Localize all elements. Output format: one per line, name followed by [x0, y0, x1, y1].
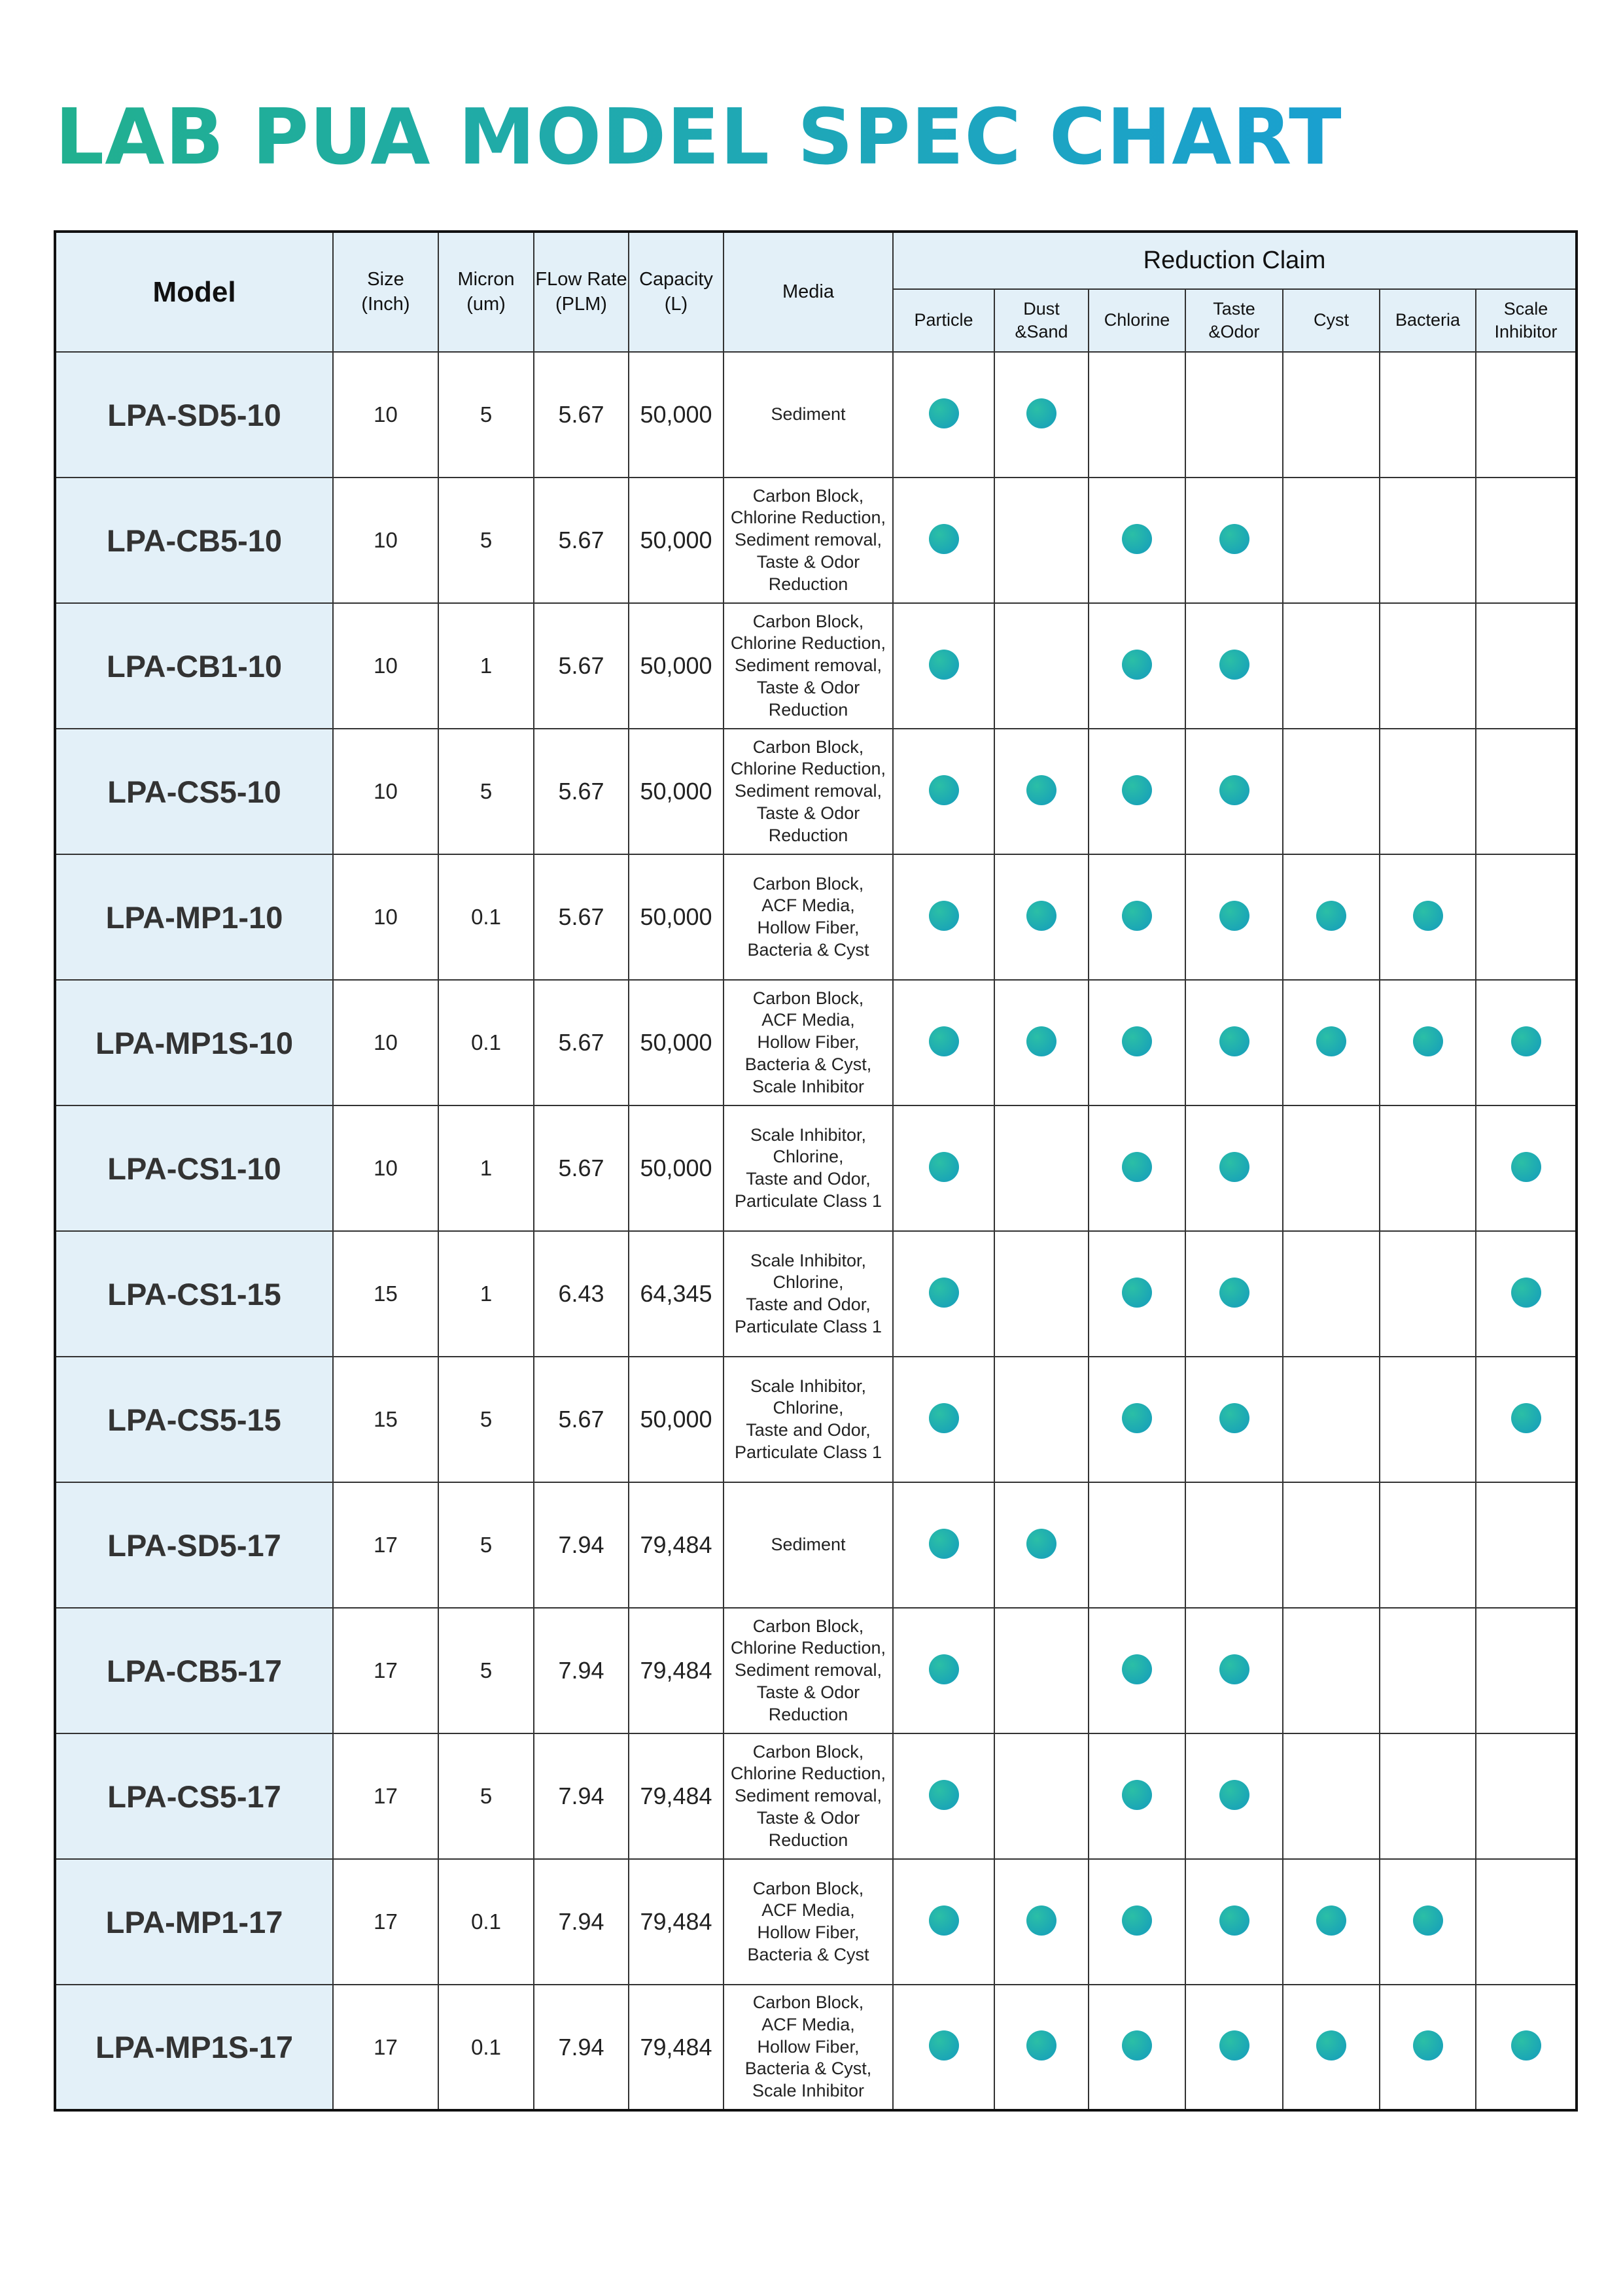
claim-cell — [1185, 980, 1283, 1105]
table-row — [55, 729, 1577, 854]
size-cell: 17 — [333, 1733, 438, 1859]
media-cell: Sediment — [724, 352, 893, 478]
table-row — [55, 1859, 1577, 1985]
media-cell: Carbon Block, Chlorine Reduction, Sediment removal, Taste & Odor Reduction — [724, 603, 893, 729]
table-row — [55, 603, 1577, 729]
claim-cell — [1380, 478, 1476, 603]
media-cell: Carbon Block, Chlorine Reduction, Sediment removal, Taste & Odor Reduction — [724, 729, 893, 854]
claim-dot-icon — [1219, 1654, 1249, 1684]
model-cell: LPA-CB1-10 — [55, 603, 333, 729]
claim-dot-icon — [1026, 901, 1056, 931]
claim-dot-icon — [929, 1905, 959, 1936]
claim-cell — [893, 1231, 994, 1357]
header-claim: Scale Inhibitor — [1476, 289, 1577, 352]
claim-cell — [1476, 1859, 1577, 1985]
flow-rate-cell: 7.94 — [534, 1482, 629, 1608]
claim-cell — [893, 980, 994, 1105]
claim-cell — [1283, 352, 1380, 478]
page-title: LAB PUA MODEL SPEC CHART — [55, 92, 1342, 182]
claim-cell — [1283, 1985, 1380, 2110]
claim-cell — [1380, 1482, 1476, 1608]
header-reduction-claim: Reduction Claim — [893, 232, 1577, 289]
model-cell: LPA-MP1-10 — [55, 854, 333, 980]
capacity-cell: 50,000 — [629, 729, 724, 854]
claim-cell — [1185, 729, 1283, 854]
claim-dot-icon — [929, 1403, 959, 1433]
claim-cell — [893, 1733, 994, 1859]
header-claim: Chlorine — [1089, 289, 1185, 352]
claim-dot-icon — [1122, 650, 1152, 680]
claim-dot-icon — [1316, 901, 1346, 931]
claim-cell — [994, 1859, 1089, 1985]
claim-dot-icon — [1122, 1403, 1152, 1433]
capacity-cell: 79,484 — [629, 1482, 724, 1608]
claim-dot-icon — [1413, 1026, 1443, 1056]
media-cell: Carbon Block, ACF Media, Hollow Fiber, Bacteria & Cyst — [724, 854, 893, 980]
capacity-cell: 50,000 — [629, 1357, 724, 1482]
claim-cell — [1476, 1733, 1577, 1859]
media-cell: Scale Inhibitor, Chlorine, Taste and Odor, Particulate Class 1 — [724, 1105, 893, 1231]
claim-cell — [893, 352, 994, 478]
claim-cell — [1476, 1608, 1577, 1733]
claim-dot-icon — [1413, 2030, 1443, 2061]
capacity-cell: 50,000 — [629, 603, 724, 729]
model-cell: LPA-CB5-17 — [55, 1608, 333, 1733]
claim-cell — [1089, 1608, 1185, 1733]
claim-cell — [1380, 1105, 1476, 1231]
claim-cell — [1283, 729, 1380, 854]
claim-dot-icon — [1316, 1905, 1346, 1936]
header-size: Size (Inch) — [333, 232, 438, 352]
claim-cell — [1380, 854, 1476, 980]
claim-dot-icon — [1219, 901, 1249, 931]
claim-cell — [1380, 1608, 1476, 1733]
capacity-cell: 50,000 — [629, 352, 724, 478]
header-flow-rate: FLow Rate (PLM) — [534, 232, 629, 352]
claim-cell — [1476, 854, 1577, 980]
table-header — [55, 232, 1577, 352]
claim-cell — [1283, 1859, 1380, 1985]
claim-cell — [1185, 1482, 1283, 1608]
table-row — [55, 1357, 1577, 1482]
claim-dot-icon — [1413, 1905, 1443, 1936]
claim-cell — [1089, 352, 1185, 478]
media-cell: Carbon Block, Chlorine Reduction, Sediment removal, Taste & Odor Reduction — [724, 1608, 893, 1733]
claim-dot-icon — [1122, 1780, 1152, 1810]
capacity-cell: 50,000 — [629, 1105, 724, 1231]
flow-rate-cell: 5.67 — [534, 1357, 629, 1482]
header-capacity: Capacity (L) — [629, 232, 724, 352]
claim-cell — [1476, 352, 1577, 478]
claim-dot-icon — [1219, 775, 1249, 805]
size-cell: 10 — [333, 478, 438, 603]
claim-dot-icon — [1413, 901, 1443, 931]
claim-dot-icon — [1026, 775, 1056, 805]
claim-dot-icon — [929, 2030, 959, 2061]
spec-table — [54, 230, 1578, 2112]
micron-cell: 5 — [438, 1608, 534, 1733]
claim-cell — [1089, 1482, 1185, 1608]
claim-cell — [1380, 980, 1476, 1105]
micron-cell: 5 — [438, 1357, 534, 1482]
capacity-cell: 79,484 — [629, 1859, 724, 1985]
table-row — [55, 478, 1577, 603]
media-cell: Carbon Block, ACF Media, Hollow Fiber, Bacteria & Cyst, Scale Inhibitor — [724, 1985, 893, 2110]
size-cell: 17 — [333, 1859, 438, 1985]
claim-cell — [893, 603, 994, 729]
claim-cell — [1476, 1105, 1577, 1231]
claim-dot-icon — [929, 398, 959, 428]
claim-dot-icon — [1026, 1529, 1056, 1559]
claim-dot-icon — [1511, 1278, 1541, 1308]
header-model: Model — [55, 232, 333, 352]
claim-cell — [1185, 1231, 1283, 1357]
claim-cell — [1089, 1985, 1185, 2110]
claim-dot-icon — [929, 1780, 959, 1810]
micron-cell: 0.1 — [438, 980, 534, 1105]
claim-cell — [1283, 1357, 1380, 1482]
claim-cell — [994, 729, 1089, 854]
claim-dot-icon — [1511, 1403, 1541, 1433]
capacity-cell: 79,484 — [629, 1985, 724, 2110]
claim-cell — [1283, 478, 1380, 603]
media-cell: Carbon Block, Chlorine Reduction, Sediment removal, Taste & Odor Reduction — [724, 1733, 893, 1859]
claim-cell — [994, 1105, 1089, 1231]
claim-cell — [893, 1482, 994, 1608]
claim-cell — [994, 980, 1089, 1105]
claim-dot-icon — [1219, 650, 1249, 680]
claim-cell — [994, 1231, 1089, 1357]
size-cell: 10 — [333, 352, 438, 478]
claim-cell — [1283, 603, 1380, 729]
claim-cell — [893, 1859, 994, 1985]
claim-dot-icon — [1219, 524, 1249, 554]
table-row — [55, 1482, 1577, 1608]
table-row — [55, 1733, 1577, 1859]
capacity-cell: 79,484 — [629, 1608, 724, 1733]
claim-dot-icon — [1026, 398, 1056, 428]
claim-dot-icon — [1122, 2030, 1152, 2061]
claim-dot-icon — [1122, 1654, 1152, 1684]
claim-dot-icon — [1219, 1152, 1249, 1182]
micron-cell: 5 — [438, 1733, 534, 1859]
flow-rate-cell: 5.67 — [534, 478, 629, 603]
claim-dot-icon — [1219, 1026, 1249, 1056]
size-cell: 15 — [333, 1357, 438, 1482]
table-row — [55, 1985, 1577, 2110]
claim-cell — [994, 1357, 1089, 1482]
claim-cell — [1185, 603, 1283, 729]
claim-cell — [1185, 1859, 1283, 1985]
claim-cell — [893, 1608, 994, 1733]
claim-cell — [1089, 603, 1185, 729]
claim-cell — [1283, 1231, 1380, 1357]
claim-cell — [994, 603, 1089, 729]
header-claim: Dust &Sand — [994, 289, 1089, 352]
model-cell: LPA-CS5-10 — [55, 729, 333, 854]
size-cell: 10 — [333, 1105, 438, 1231]
claim-dot-icon — [1026, 1905, 1056, 1936]
header-claim: Particle — [893, 289, 994, 352]
micron-cell: 5 — [438, 729, 534, 854]
micron-cell: 1 — [438, 603, 534, 729]
size-cell: 10 — [333, 980, 438, 1105]
claim-dot-icon — [1122, 1152, 1152, 1182]
flow-rate-cell: 5.67 — [534, 729, 629, 854]
claim-cell — [1476, 1482, 1577, 1608]
model-cell: LPA-CS5-17 — [55, 1733, 333, 1859]
claim-dot-icon — [1219, 1403, 1249, 1433]
flow-rate-cell: 6.43 — [534, 1231, 629, 1357]
size-cell: 15 — [333, 1231, 438, 1357]
claim-dot-icon — [929, 1529, 959, 1559]
claim-cell — [1185, 1985, 1283, 2110]
model-cell: LPA-SD5-10 — [55, 352, 333, 478]
claim-dot-icon — [1122, 1026, 1152, 1056]
micron-cell: 0.1 — [438, 1859, 534, 1985]
table-row — [55, 1231, 1577, 1357]
micron-cell: 1 — [438, 1105, 534, 1231]
capacity-cell: 50,000 — [629, 478, 724, 603]
claim-cell — [1089, 1357, 1185, 1482]
media-cell: Carbon Block, ACF Media, Hollow Fiber, Bacteria & Cyst, Scale Inhibitor — [724, 980, 893, 1105]
flow-rate-cell: 5.67 — [534, 352, 629, 478]
claim-cell — [893, 854, 994, 980]
claim-cell — [1283, 1608, 1380, 1733]
micron-cell: 5 — [438, 478, 534, 603]
table-row — [55, 1608, 1577, 1733]
claim-cell — [1185, 478, 1283, 603]
header-micron: Micron (um) — [438, 232, 534, 352]
claim-dot-icon — [1122, 524, 1152, 554]
flow-rate-cell: 7.94 — [534, 1608, 629, 1733]
claim-dot-icon — [1219, 2030, 1249, 2061]
model-cell: LPA-CS1-15 — [55, 1231, 333, 1357]
table-row — [55, 854, 1577, 980]
table-row — [55, 352, 1577, 478]
header-claim: Bacteria — [1380, 289, 1476, 352]
claim-dot-icon — [1316, 1026, 1346, 1056]
header-claim: Cyst — [1283, 289, 1380, 352]
micron-cell: 1 — [438, 1231, 534, 1357]
claim-cell — [1476, 980, 1577, 1105]
size-cell: 17 — [333, 1482, 438, 1608]
table-row — [55, 1105, 1577, 1231]
flow-rate-cell: 7.94 — [534, 1859, 629, 1985]
flow-rate-cell: 5.67 — [534, 980, 629, 1105]
capacity-cell: 50,000 — [629, 854, 724, 980]
claim-cell — [1089, 980, 1185, 1105]
claim-cell — [1476, 1231, 1577, 1357]
claim-cell — [1089, 854, 1185, 980]
claim-cell — [1283, 980, 1380, 1105]
claim-cell — [994, 1608, 1089, 1733]
claim-dot-icon — [929, 775, 959, 805]
claim-dot-icon — [1219, 1905, 1249, 1936]
claim-dot-icon — [1026, 1026, 1056, 1056]
flow-rate-cell: 5.67 — [534, 854, 629, 980]
claim-dot-icon — [1122, 1278, 1152, 1308]
capacity-cell: 64,345 — [629, 1231, 724, 1357]
claim-cell — [1089, 1859, 1185, 1985]
size-cell: 10 — [333, 729, 438, 854]
claim-dot-icon — [1511, 1152, 1541, 1182]
claim-cell — [1089, 1231, 1185, 1357]
model-cell: LPA-MP1-17 — [55, 1859, 333, 1985]
size-cell: 17 — [333, 1608, 438, 1733]
claim-cell — [994, 352, 1089, 478]
header-media: Media — [724, 232, 893, 352]
model-cell: LPA-CS1-10 — [55, 1105, 333, 1231]
claim-dot-icon — [1219, 1780, 1249, 1810]
claim-dot-icon — [1316, 2030, 1346, 2061]
header-claim: Taste &Odor — [1185, 289, 1283, 352]
claim-cell — [1476, 478, 1577, 603]
flow-rate-cell: 5.67 — [534, 1105, 629, 1231]
media-cell: Scale Inhibitor, Chlorine, Taste and Odor, Particulate Class 1 — [724, 1231, 893, 1357]
claim-dot-icon — [929, 901, 959, 931]
media-cell: Carbon Block, Chlorine Reduction, Sediment removal, Taste & Odor Reduction — [724, 478, 893, 603]
claim-cell — [1185, 352, 1283, 478]
table-body — [55, 352, 1577, 2110]
claim-cell — [1185, 1608, 1283, 1733]
claim-dot-icon — [1122, 775, 1152, 805]
claim-dot-icon — [1122, 901, 1152, 931]
micron-cell: 0.1 — [438, 854, 534, 980]
claim-cell — [1380, 1231, 1476, 1357]
claim-cell — [893, 1985, 994, 2110]
media-cell: Carbon Block, ACF Media, Hollow Fiber, Bacteria & Cyst — [724, 1859, 893, 1985]
claim-dot-icon — [929, 650, 959, 680]
claim-cell — [1380, 1733, 1476, 1859]
micron-cell: 5 — [438, 1482, 534, 1608]
claim-cell — [893, 1105, 994, 1231]
capacity-cell: 79,484 — [629, 1733, 724, 1859]
claim-cell — [893, 478, 994, 603]
claim-cell — [893, 729, 994, 854]
claim-cell — [1089, 729, 1185, 854]
model-cell: LPA-CB5-10 — [55, 478, 333, 603]
claim-cell — [1185, 1733, 1283, 1859]
claim-cell — [1380, 1985, 1476, 2110]
claim-cell — [1476, 1985, 1577, 2110]
model-cell: LPA-MP1S-10 — [55, 980, 333, 1105]
claim-cell — [994, 854, 1089, 980]
claim-cell — [994, 478, 1089, 603]
claim-cell — [1476, 729, 1577, 854]
flow-rate-cell: 5.67 — [534, 603, 629, 729]
model-cell: LPA-MP1S-17 — [55, 1985, 333, 2110]
size-cell: 17 — [333, 1985, 438, 2110]
capacity-cell: 50,000 — [629, 980, 724, 1105]
table-row — [55, 980, 1577, 1105]
claim-cell — [1380, 729, 1476, 854]
claim-cell — [1380, 603, 1476, 729]
claim-cell — [1185, 854, 1283, 980]
claim-dot-icon — [1511, 1026, 1541, 1056]
claim-cell — [1283, 1105, 1380, 1231]
flow-rate-cell: 7.94 — [534, 1733, 629, 1859]
claim-cell — [994, 1482, 1089, 1608]
claim-cell — [1089, 1105, 1185, 1231]
size-cell: 10 — [333, 854, 438, 980]
claim-cell — [1283, 854, 1380, 980]
claim-dot-icon — [929, 1278, 959, 1308]
model-cell: LPA-CS5-15 — [55, 1357, 333, 1482]
claim-cell — [1185, 1105, 1283, 1231]
media-cell: Sediment — [724, 1482, 893, 1608]
flow-rate-cell: 7.94 — [534, 1985, 629, 2110]
claim-cell — [994, 1985, 1089, 2110]
claim-cell — [1380, 1859, 1476, 1985]
claim-cell — [1185, 1357, 1283, 1482]
claim-dot-icon — [1026, 2030, 1056, 2061]
claim-cell — [1283, 1733, 1380, 1859]
micron-cell: 5 — [438, 352, 534, 478]
claim-dot-icon — [1511, 2030, 1541, 2061]
claim-cell — [1476, 603, 1577, 729]
micron-cell: 0.1 — [438, 1985, 534, 2110]
claim-cell — [893, 1357, 994, 1482]
claim-cell — [994, 1733, 1089, 1859]
claim-cell — [1089, 478, 1185, 603]
claim-cell — [1283, 1482, 1380, 1608]
claim-dot-icon — [929, 1152, 959, 1182]
media-cell: Scale Inhibitor, Chlorine, Taste and Odor, Particulate Class 1 — [724, 1357, 893, 1482]
claim-dot-icon — [1122, 1905, 1152, 1936]
claim-cell — [1380, 352, 1476, 478]
model-cell: LPA-SD5-17 — [55, 1482, 333, 1608]
claim-dot-icon — [929, 1654, 959, 1684]
claim-dot-icon — [1219, 1278, 1249, 1308]
claim-cell — [1476, 1357, 1577, 1482]
claim-cell — [1089, 1733, 1185, 1859]
size-cell: 10 — [333, 603, 438, 729]
claim-dot-icon — [929, 1026, 959, 1056]
claim-cell — [1380, 1357, 1476, 1482]
claim-dot-icon — [929, 524, 959, 554]
